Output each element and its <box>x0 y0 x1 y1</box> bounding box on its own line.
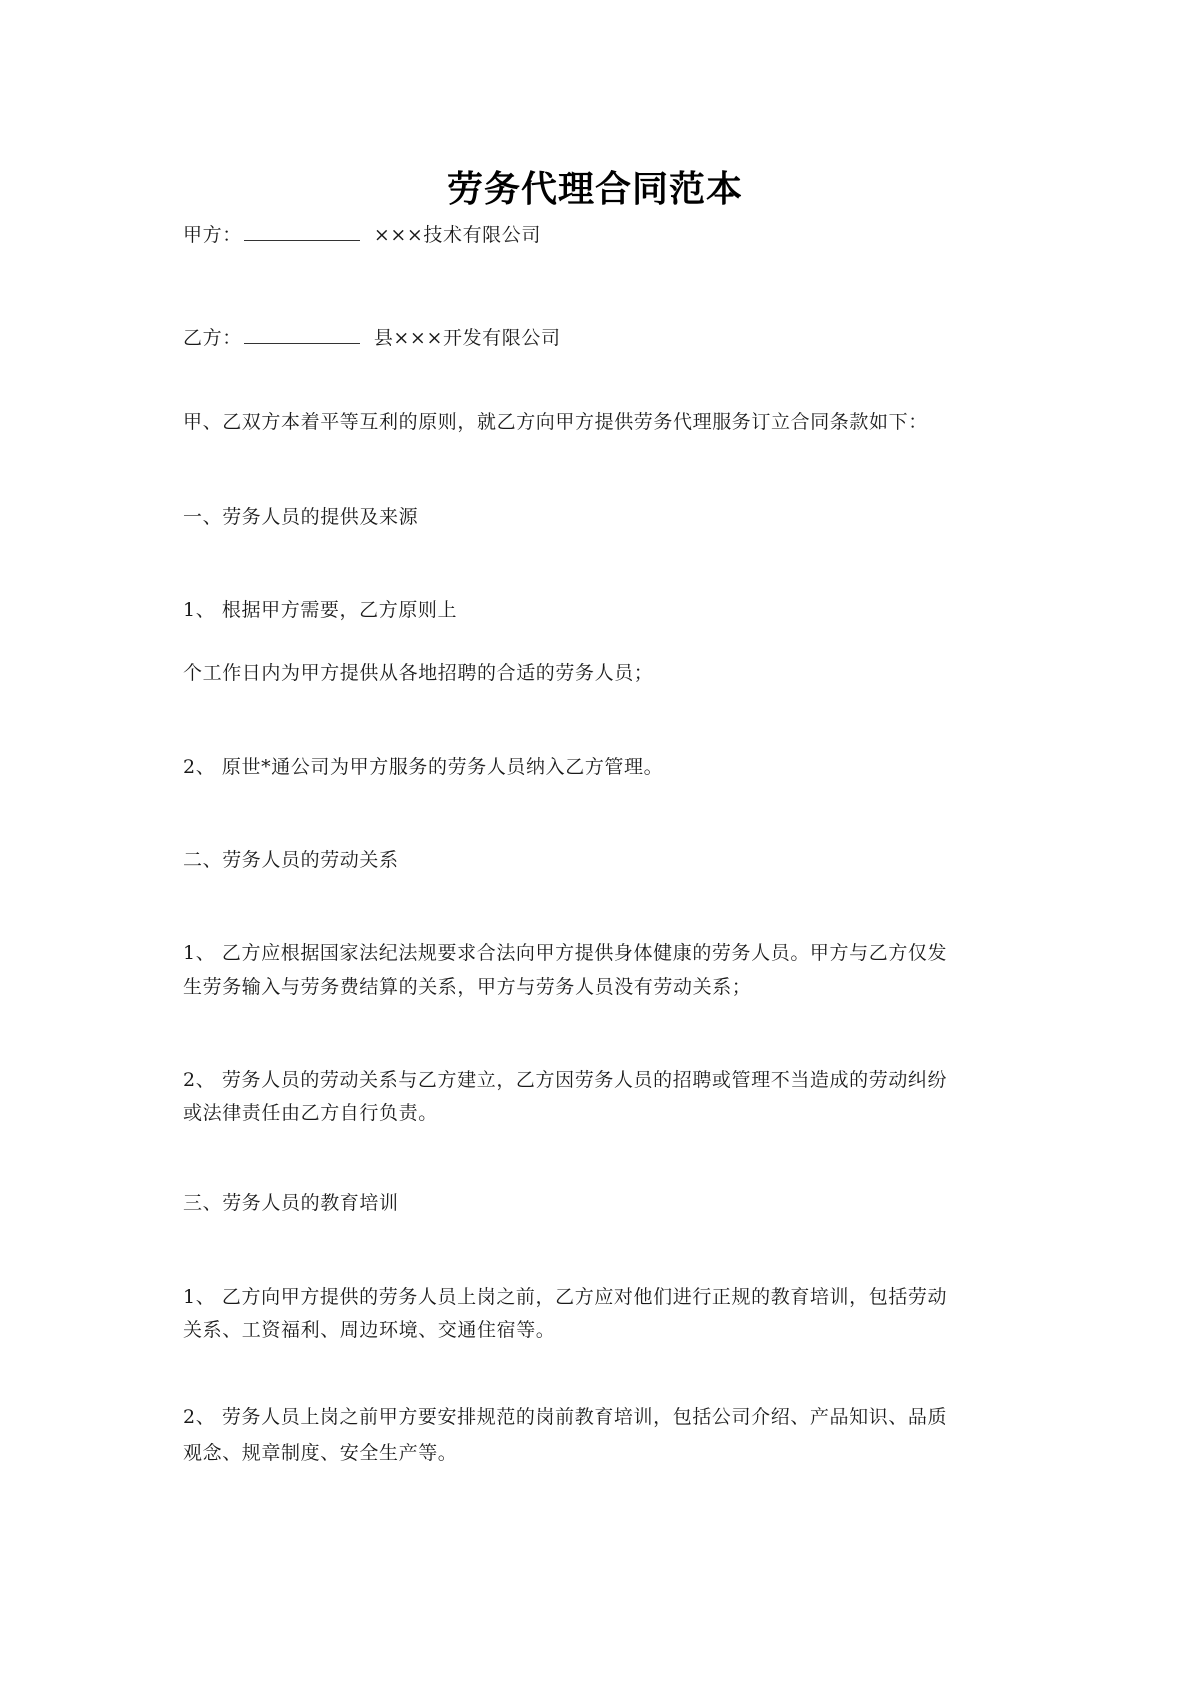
party-b-label: 乙方： <box>183 327 242 349</box>
clause-1-2-line-1: 2、 原世*通公司为甲方服务的劳务人员纳入乙方管理。 <box>183 756 664 778</box>
clause-1-1-line-1: 1、 根据甲方需要，乙方原则上 <box>183 599 458 621</box>
clause-1-1-line-2: 个工作日内为甲方提供从各地招聘的合适的劳务人员； <box>183 662 654 684</box>
party-a-value: ×××技术有限公司 <box>373 224 541 246</box>
clause-3-1-line-1: 1、 乙方向甲方提供的劳务人员上岗之前，乙方应对他们进行正规的教育培训，包括劳动 <box>183 1286 948 1308</box>
party-b-value: 县×××开发有限公司 <box>373 327 561 349</box>
preamble: 甲、乙双方本着平等互利的原则，就乙方向甲方提供劳务代理服务订立合同条款如下： <box>183 411 928 433</box>
section-heading-2: 二、劳务人员的劳动关系 <box>183 849 399 871</box>
clause-2-2-line-1: 2、 劳务人员的劳动关系与乙方建立，乙方因劳务人员的招聘或管理不当造成的劳动纠纷 <box>183 1069 948 1091</box>
clause-2-2-line-2: 或法律责任由乙方自行负责。 <box>183 1102 438 1124</box>
party-a-line <box>183 222 541 247</box>
party-b-blank-underline <box>244 325 360 344</box>
party-a-label: 甲方： <box>183 224 242 246</box>
clause-2-1-line-1: 1、 乙方应根据国家法纪法规要求合法向甲方提供身体健康的劳务人员。甲方与乙方仅发 <box>183 942 948 964</box>
clause-3-1-line-2: 关系、工资福利、周边环境、交通住宿等。 <box>183 1319 556 1341</box>
party-a-blank-underline <box>244 222 360 241</box>
clause-3-2-line-2: 观念、规章制度、安全生产等。 <box>183 1442 458 1464</box>
section-heading-1: 一、劳务人员的提供及来源 <box>183 506 419 528</box>
party-b-line <box>183 325 561 350</box>
clause-2-1-line-2: 生劳务输入与劳务费结算的关系，甲方与劳务人员没有劳动关系； <box>183 976 752 998</box>
clause-3-2-line-1: 2、 劳务人员上岗之前甲方要安排规范的岗前教育培训，包括公司介绍、产品知识、品质 <box>183 1406 948 1428</box>
document-title: 劳务代理合同范本 <box>446 169 743 210</box>
section-heading-3: 三、劳务人员的教育培训 <box>183 1192 399 1214</box>
